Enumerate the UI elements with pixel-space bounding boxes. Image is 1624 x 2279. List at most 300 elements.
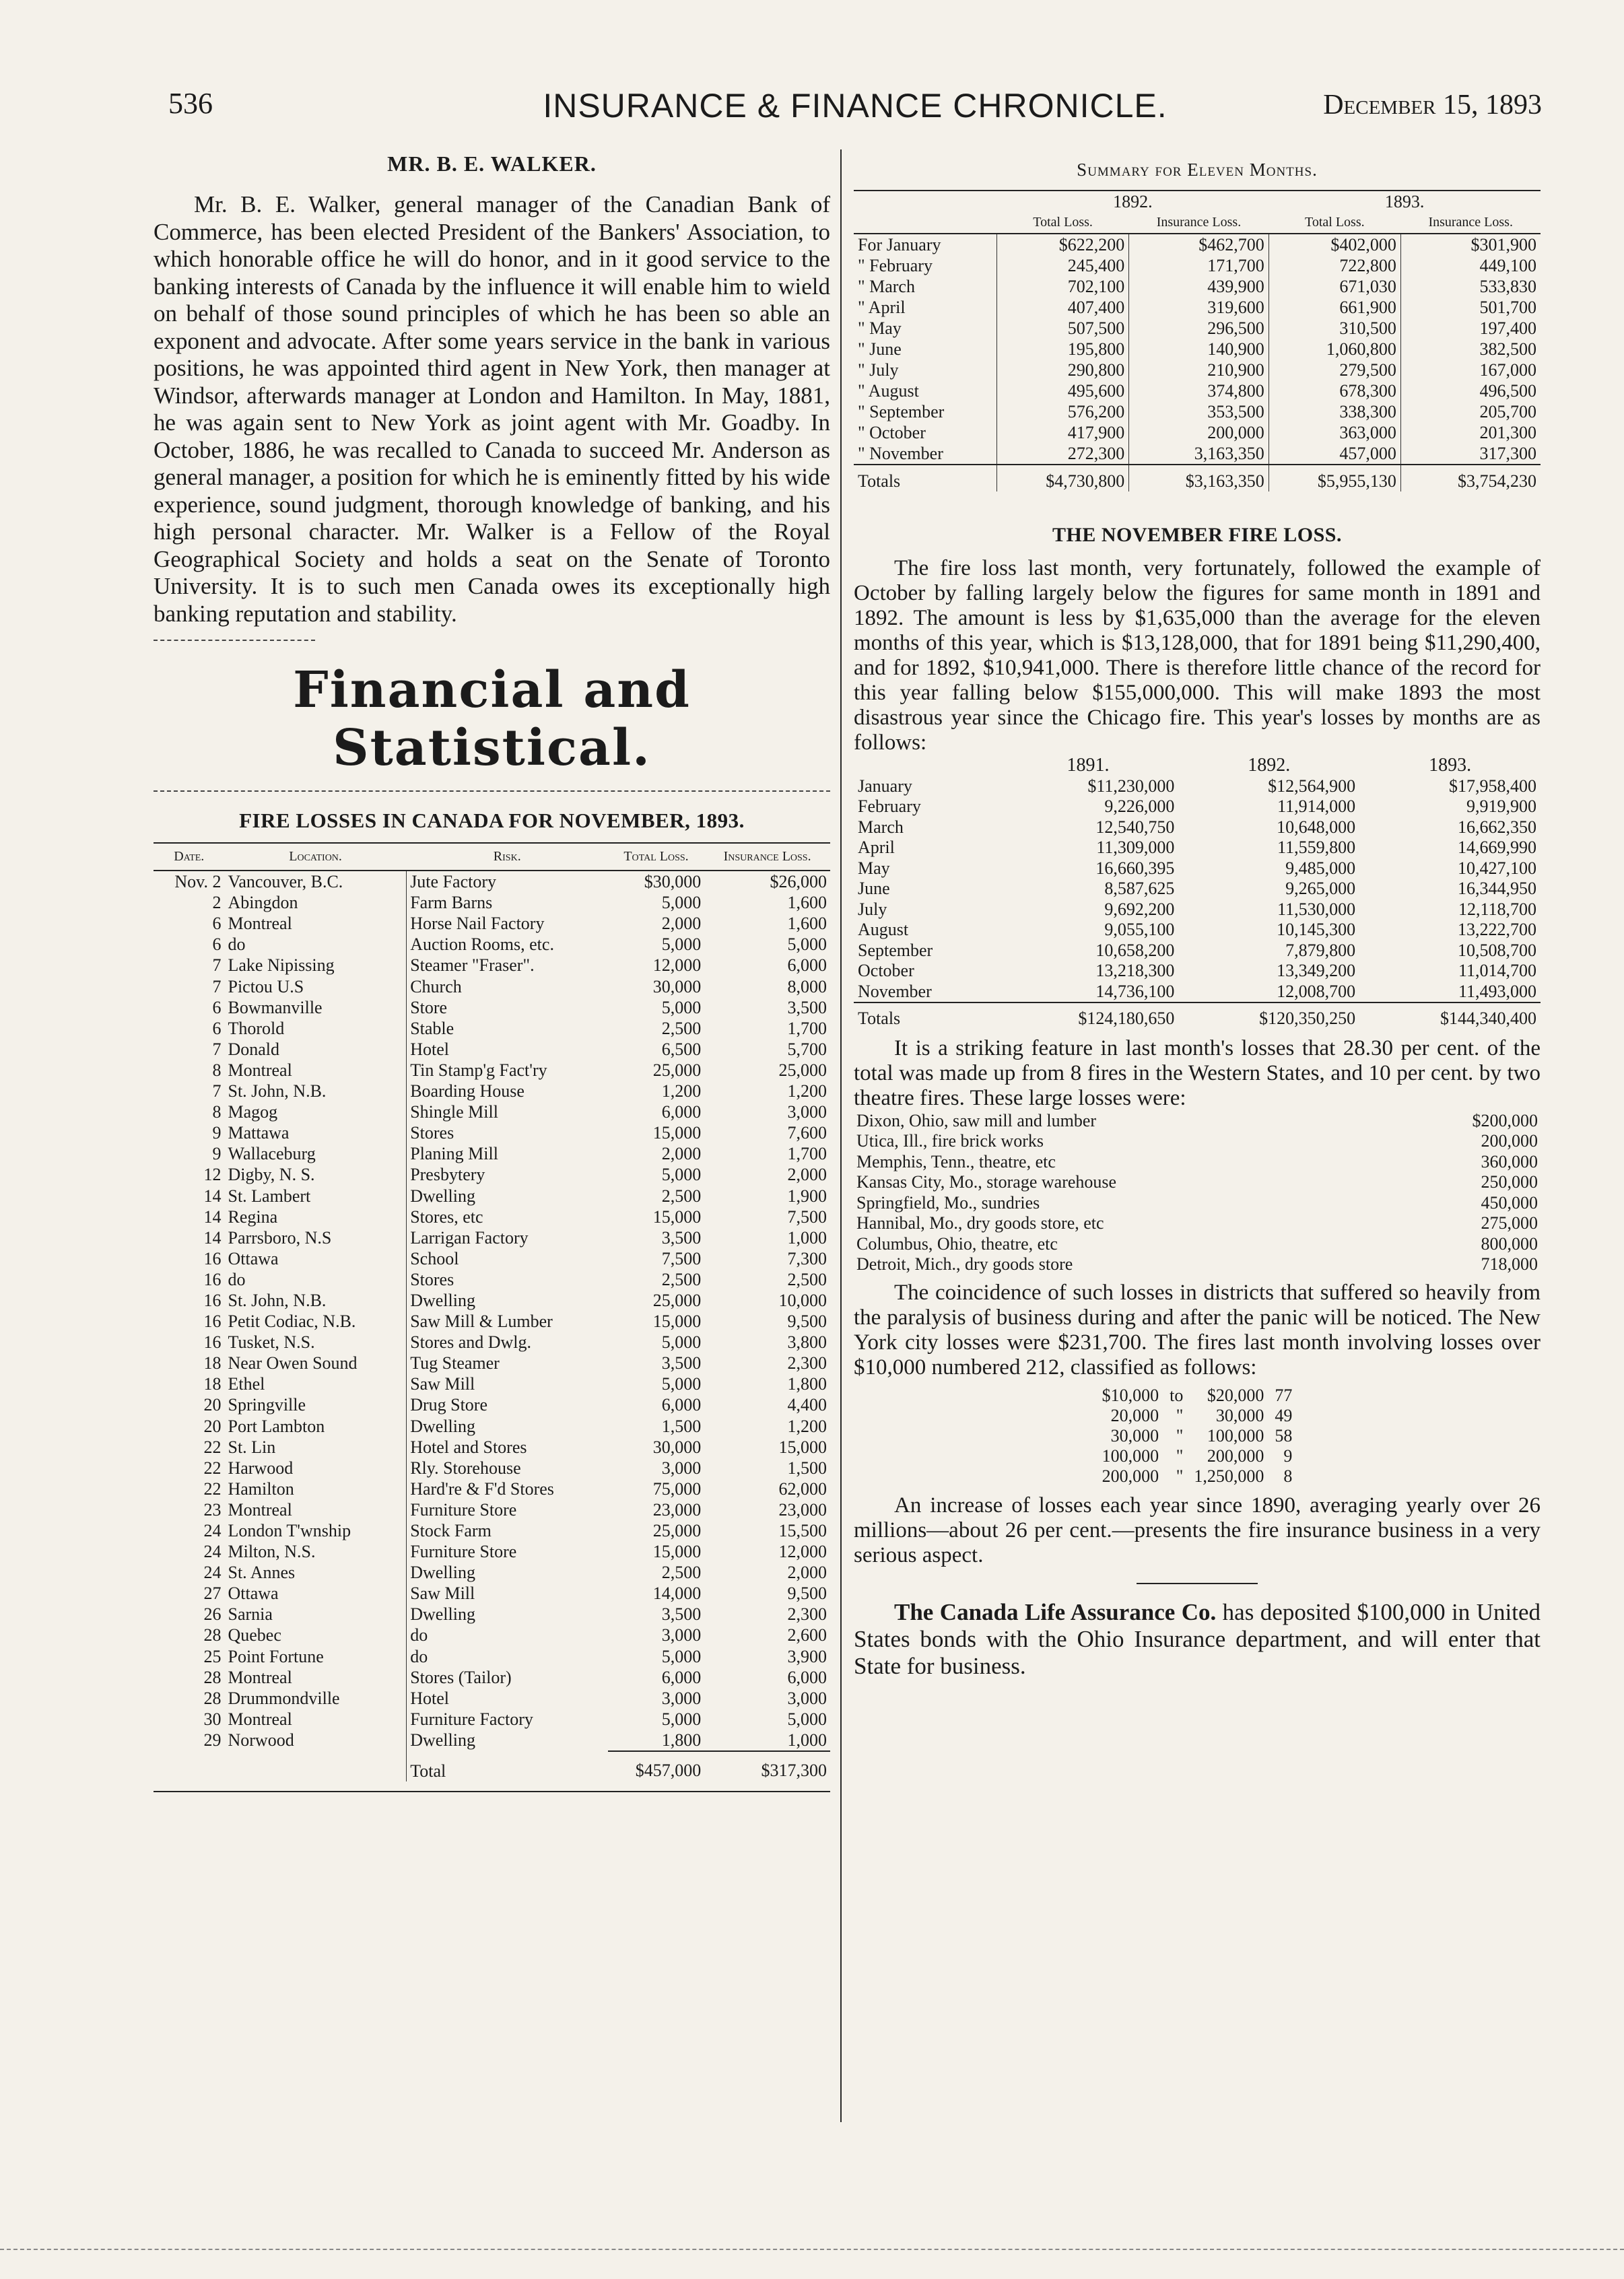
fire-row-total: 5,000 [661,1165,702,1185]
fire-row-date: 16 [203,1332,222,1353]
fire-row-risk: Dwelling [407,1730,608,1751]
months-totals-label: Totals [858,1009,901,1028]
summary-row [854,318,1541,339]
summary-row-c1: 417,900 [997,422,1129,443]
fire-row-ins: 3,800 [787,1332,827,1353]
fire-row [154,1101,830,1122]
fire-row-date: 14 [203,1227,222,1248]
summary-row [854,443,1541,465]
summary-row-c2: $462,700 [1129,234,1269,255]
col-date: Date. [154,843,224,871]
fire-row [154,1164,830,1185]
fire-row-total: 6,500 [661,1039,702,1059]
fire-row-location: Pictou U.S [228,976,304,996]
fire-row-total: 30,000 [652,976,702,996]
month-row-m: August [858,920,909,939]
fire-row [154,1039,830,1060]
summary-row-c1: 272,300 [997,443,1129,465]
class-separator: " [1176,1425,1184,1445]
fire-row-ins: 2,300 [787,1353,827,1373]
class-row-n: 9 [1283,1445,1293,1466]
fire-row-risk: Stores [407,1122,608,1143]
summary-row-c4: 382,500 [1400,339,1541,360]
summary-row-c3: 671,030 [1268,276,1400,297]
fire-row-total: 14,000 [652,1584,702,1604]
fire-row-location: St. Annes [228,1563,296,1583]
class-row-from: 20,000 [1110,1405,1159,1425]
month-row-m: March [858,817,904,837]
month-row-a: 9,692,200 [1104,899,1175,919]
summary-row-c2: 140,900 [1129,339,1269,360]
fire-row-location: Wallaceburg [228,1144,316,1164]
fire-row-date: 16 [203,1312,222,1332]
fire-row [154,1562,830,1583]
fire-row [154,1583,830,1604]
fire-row-date: 16 [203,1248,222,1268]
fire-row-ins: 2,600 [787,1625,827,1645]
fire-losses-body [154,871,830,1751]
class-row-to: 30,000 [1215,1405,1264,1425]
month-row [854,879,1541,899]
summary-row-month: " September [858,402,945,421]
fire-row-total: 2,000 [661,1144,702,1164]
month-row-a: 10,658,200 [1095,940,1175,960]
fire-row [154,1604,830,1625]
month-row [854,838,1541,858]
summary-row-c4: 167,000 [1400,360,1541,380]
fire-row-risk: Stable [407,1018,608,1039]
fire-row-ins: 3,000 [787,1688,827,1708]
class-row-from: 30,000 [1110,1425,1159,1445]
fire-row-date: 7 [212,1039,222,1059]
month-row-a: 11,309,000 [1096,838,1175,857]
fire-row-date: 28 [203,1667,222,1687]
fire-row-total: 15,000 [652,1123,702,1143]
month-row-a: 13,218,300 [1095,961,1175,980]
month-row-b: 9,265,000 [1285,879,1356,898]
fire-row [154,1227,830,1248]
summary-row-c2: 374,800 [1129,380,1269,401]
fire-row-date: 24 [203,1563,222,1583]
fire-row-ins: 1,200 [787,1081,827,1101]
divider [154,640,315,641]
fire-row [154,1437,830,1458]
month-row [854,899,1541,920]
month-row-a: 8,587,625 [1104,879,1175,898]
walker-article: Mr. B. E. Walker, general manager of the Canadian Bank of Commerce, has been elected President of the Bankers' Association, to which honorable office he will do honor, and in it good service to the banking interests of Canada by the influence it will enable him to wield on behalf of those sound principles of which he has been so able an exponent and advocate. After some years service in the bank in various positions, he was appointed third agent in New York, then manager at Windsor, afterwards manager at London and Hamilton. In May, 1881, he was again sent to New York as joint agent with Mr. Goadby. In October, 1886, he was recalled to Canada to succeed Mr. Anderson as general manager, a position for which he is eminently fitted by his wide experience, sound judgment, thorough knowledge of banking, and his high personal character. Mr. Walker is a Fellow of the Royal Geographical Society and holds a seat on the Senate of Toronto University. It is to such men Canada owes its exceptionally high banking reputation and stability. [154,191,830,627]
fire-row [154,1186,830,1206]
summary-row-c3: 1,060,800 [1268,339,1400,360]
fire-row-ins: 2,000 [787,1165,827,1185]
fire-row-risk: do [407,1646,608,1667]
fire-row-date: 24 [203,1542,222,1562]
fire-row-risk: Planing Mill [407,1143,608,1164]
month-row [854,982,1541,1003]
month-row-m: February [858,796,921,816]
fire-row-date: 24 [203,1521,222,1540]
summary-row-month: " April [858,298,906,317]
fire-row-total: 3,500 [661,1227,702,1248]
fire-row-risk: Boarding House [407,1081,608,1101]
fire-row-total: 75,000 [652,1478,702,1499]
fire-row-ins: 2,300 [787,1604,827,1625]
month-row-m: October [858,961,914,980]
classification-table [1097,1386,1298,1487]
month-row-b: 9,485,000 [1285,858,1356,878]
fire-row-date: 26 [203,1604,222,1625]
fire-row-location: St. Lin [228,1437,276,1457]
summary-row-c4: 496,500 [1400,380,1541,401]
page-footer-rule [0,2249,1624,2251]
fire-row-total: 3,500 [661,1353,702,1373]
fire-row [154,1311,830,1332]
fire-row-location: Parrsboro, N.S [228,1227,332,1248]
fire-row-date: 7 [212,1081,222,1101]
fire-row-location: Mattawa [228,1123,290,1143]
fire-row-location: Regina [228,1206,278,1227]
canada-life-text: has deposited $100,000 in United States bonds with the Ohio Insurance department, and will enter that State for business. [854,1598,1541,1679]
fire-total-label: Total [407,1751,608,1781]
issue-date: December 15, 1893 [1323,90,1542,121]
fire-row-location: Donald [228,1039,280,1059]
fire-row [154,1269,830,1290]
fire-row-date: 12 [203,1165,222,1185]
summary-row-c4: 449,100 [1400,255,1541,276]
fire-row-location: Ottawa [228,1584,279,1604]
fire-row-risk: Furniture Factory [407,1709,608,1730]
column-rule [840,149,842,2122]
fire-row-date: 9 [212,1123,222,1143]
fire-row-total: 7,500 [661,1248,702,1268]
fire-row-ins: 5,000 [787,1709,827,1729]
fire-row-date: 6 [212,1018,222,1038]
fire-row-risk: Stores and Dwlg. [407,1332,608,1353]
fire-row-date: 6 [212,914,222,934]
monthly-losses-body [854,776,1541,1003]
month-row-c: 10,508,700 [1458,940,1536,960]
month-row-c: 13,222,700 [1458,920,1536,939]
fire-row-total: 6,000 [661,1395,702,1415]
fire-row [154,955,830,976]
summary-row-month: " November [858,444,943,463]
fire-row-location: Abingdon [228,893,298,913]
fire-row-total: 15,000 [652,1206,702,1227]
year-1892: 1892. [1113,192,1153,211]
summary-total: $5,955,130 [1268,465,1400,491]
fire-row-risk: Stores [407,1269,608,1290]
fire-row-date: 23 [203,1499,222,1520]
summary-row-c2: 296,500 [1129,318,1269,339]
large-loss-row-amt: $200,000 [1472,1110,1538,1130]
month-row [854,941,1541,961]
fire-row-total: 5,000 [661,1374,702,1394]
large-loss-row [854,1213,1541,1234]
fire-row-date: Nov. 2 [174,872,222,892]
summary-row-month: For January [858,235,941,254]
fire-row-ins: 1,600 [787,893,827,913]
sub-insurance-loss: Insurance Loss. [1428,215,1513,230]
summary-row-month: " October [858,423,926,442]
fire-row-location: Springville [228,1395,306,1415]
summary-table [854,190,1541,491]
month-row-m: June [858,879,890,898]
fire-row-total: 3,500 [661,1604,702,1625]
fire-row-location: St. John, N.B. [228,1290,327,1310]
section-title: Financial and Statistical. [293,661,691,777]
month-row-b: 11,559,800 [1277,838,1356,857]
classification-body [1097,1386,1298,1487]
fire-row-ins: 4,400 [787,1395,827,1415]
summary-row-c4: 205,700 [1400,401,1541,422]
fire-row-location: Vancouver, B.C. [228,872,343,892]
november-heading: THE NOVEMBER FIRE LOSS. [1052,524,1342,546]
summary-row-c2: 3,163,350 [1129,443,1269,465]
class-row [1097,1426,1298,1446]
large-loss-row-amt: 250,000 [1481,1172,1538,1192]
col-location: Location. [224,843,406,871]
fire-row-risk: Stores, etc [407,1206,608,1227]
summary-row-c2: 200,000 [1129,422,1269,443]
month-row [854,858,1541,879]
fire-row-location: St. John, N.B. [228,1081,327,1101]
summary-row [854,380,1541,401]
fire-row-location: Ethel [228,1374,265,1394]
fire-row-date: 6 [212,997,222,1017]
class-row [1097,1386,1298,1406]
fire-row [154,1646,830,1667]
fire-row [154,1373,830,1394]
right-column [854,151,1541,1680]
fire-row-risk: Auction Rooms, etc. [407,934,608,955]
fire-row-location: Bowmanville [228,997,323,1017]
month-row-a: 9,226,000 [1104,796,1175,816]
november-para-1: The fire loss last month, very fortunately, followed the example of October by falling largely below the figures for same month in 1891 and 1892. The amount is less by $1,635,000 than the average for the eleven months of this year, which is $13,128,000, that for 1891 being $11,290,400, and for 1892, $10,941,000. There is therefore little chance of the record for this year falling below $155,000,000. This will make 1893 the most disastrous year since the Chicago fire. This year's losses by months are as follows: [854,556,1541,755]
fire-row [154,1667,830,1688]
fire-row-date: 7 [212,976,222,996]
summary-row-month: " July [858,360,899,380]
fire-row-location: Norwood [228,1730,294,1750]
divider [154,1791,830,1792]
fire-row-total: 25,000 [652,1290,702,1310]
fire-row-risk: Store [407,997,608,1018]
large-loss-row [854,1152,1541,1173]
fire-row-risk: Presbytery [407,1164,608,1185]
fire-row-location: St. Lambert [228,1186,311,1206]
col-total: Total Loss. [608,843,704,871]
fire-row-date: 8 [212,1102,222,1122]
november-para-3: The coincidence of such losses in districts that suffered so heavily from the paralysis of business during and after the panic will be noticed. The New York city losses were $231,700. The fires last month involving losses over $10,000 numbered 212, classified as follows: [854,1280,1541,1380]
month-row [854,817,1541,838]
large-loss-row [854,1111,1541,1132]
fire-row-date: 22 [203,1458,222,1478]
fire-row-location: Montreal [228,914,292,934]
fire-row-risk: Saw Mill [407,1583,608,1604]
fire-row-risk: Farm Barns [407,892,608,913]
class-row-n: 77 [1275,1385,1293,1405]
summary-total: $4,730,800 [997,465,1129,491]
large-loss-row-place: Utica, Ill., fire brick works [856,1131,1044,1151]
fire-row-total: 15,000 [652,1312,702,1332]
fire-row-location: Hamilton [228,1478,294,1499]
fire-row-ins: 2,000 [787,1563,827,1583]
year-1893: 1893. [1384,192,1425,211]
fire-row-risk: Horse Nail Factory [407,913,608,934]
summary-row-c2: 353,500 [1129,401,1269,422]
fire-row [154,1688,830,1709]
summary-row-month: " March [858,277,915,296]
month-row-m: January [858,776,912,796]
fire-row-total: 6,000 [661,1667,702,1687]
summary-row-c1: 407,400 [997,297,1129,318]
fire-row-risk: Hotel and Stores [407,1437,608,1458]
fire-row-risk: Saw Mill [407,1373,608,1394]
fire-row [154,1458,830,1478]
fire-row-risk: Rly. Storehouse [407,1458,608,1478]
november-para-4: An increase of losses each year since 1890, averaging yearly over 26 millions—about 26 per cent.—presents the fire insurance business in a very serious aspect. [854,1493,1541,1567]
class-row [1097,1446,1298,1466]
fire-row-location: Quebec [228,1625,281,1645]
page-number: 536 [168,87,213,120]
class-row-to: 1,250,000 [1194,1466,1264,1486]
month-row-b: 10,648,000 [1277,817,1356,837]
month-row-c: 9,919,900 [1466,796,1536,816]
fire-row-ins: 5,000 [787,934,827,955]
fire-row [154,976,830,997]
month-row [854,776,1541,797]
fire-row-ins: 1,500 [787,1458,827,1478]
fire-row-ins: 1,900 [787,1186,827,1206]
month-row-a: $11,230,000 [1087,776,1175,796]
large-loss-row-amt: 360,000 [1481,1151,1538,1171]
fire-row-risk: Hotel [407,1688,608,1709]
sub-insurance-loss: Insurance Loss. [1156,215,1242,230]
large-loss-row-place: Memphis, Tenn., theatre, etc [856,1151,1056,1171]
fire-row-date: 18 [203,1374,222,1394]
fire-row [154,871,830,892]
month-row-a: 16,660,395 [1095,858,1175,878]
large-loss-row-place: Kansas City, Mo., storage warehouse [856,1172,1117,1192]
fire-row-ins: 15,000 [778,1437,827,1457]
fire-row-date: 25 [203,1646,222,1666]
sub-total-loss: Total Loss. [1305,215,1365,230]
class-separator: " [1176,1445,1184,1466]
fire-row-date: 29 [203,1730,222,1750]
fire-row-total: 5,000 [661,1332,702,1353]
fire-row-total: 25,000 [652,1060,702,1080]
fire-row-total: 12,000 [652,955,702,976]
fire-row-risk: Tin Stamp'g Fact'ry [407,1060,608,1081]
fire-row-total: 1,800 [661,1730,702,1750]
fire-row-date: 14 [203,1206,222,1227]
fire-row [154,1248,830,1269]
summary-row-c3: 457,000 [1268,443,1400,465]
fire-row [154,1541,830,1562]
month-row-c: 11,014,700 [1458,961,1536,980]
fire-row-location: London T'wnship [228,1521,351,1540]
fire-row-ins: 3,000 [787,1102,827,1122]
month-row-m: May [858,858,890,878]
class-separator: " [1176,1466,1184,1486]
fire-row [154,1625,830,1645]
fire-row [154,1122,830,1143]
fire-row-risk: School [407,1248,608,1269]
fire-row-location: Montreal [228,1060,292,1080]
fire-row-risk: Stock Farm [407,1520,608,1541]
summary-row [854,234,1541,255]
fire-row-risk: Saw Mill & Lumber [407,1311,608,1332]
fire-row [154,1081,830,1101]
summary-row-c4: $301,900 [1400,234,1541,255]
summary-row [854,422,1541,443]
summary-row-c1: 245,400 [997,255,1129,276]
fire-row-ins: 3,900 [787,1646,827,1666]
left-column [154,151,830,1792]
fire-row-ins: 12,000 [778,1542,827,1562]
fire-row-total: 5,000 [661,1646,702,1666]
class-row-n: 49 [1275,1405,1293,1425]
fire-row-total: 2,500 [661,1563,702,1583]
fire-row-ins: 6,000 [787,955,827,976]
large-loss-row [854,1193,1541,1214]
month-row-c: 12,118,700 [1458,899,1536,919]
fire-row-date: 18 [203,1353,222,1373]
fire-row-total: 3,000 [661,1458,702,1478]
fire-row-date: 27 [203,1584,222,1604]
summary-totals-label: Totals [858,471,901,491]
fire-row-date: 28 [203,1625,222,1645]
summary-row-month: " February [858,256,933,275]
fire-row-date: 6 [212,934,222,955]
class-row-to: 100,000 [1207,1425,1264,1445]
year-1893: 1893. [1429,755,1472,776]
monthly-losses-table [854,755,1541,1029]
fire-row-ins: 3,500 [787,997,827,1017]
page-header [168,86,1542,140]
class-row-from: 200,000 [1102,1466,1159,1486]
summary-row-c4: 533,830 [1400,276,1541,297]
fire-row-risk: Steamer "Fraser". [407,955,608,976]
month-row-a: 14,736,100 [1095,981,1175,1001]
summary-row-month: " June [858,339,902,359]
fire-row-date: 9 [212,1144,222,1164]
fire-row-total: 30,000 [652,1437,702,1457]
fire-row-total: 3,000 [661,1625,702,1645]
fire-row-location: Montreal [228,1709,292,1729]
summary-row [854,360,1541,380]
summary-row-month: " May [858,318,902,338]
fire-row-risk: do [407,1625,608,1645]
fire-row-total: 1,500 [661,1416,702,1436]
fire-row-total: 3,000 [661,1688,702,1708]
fire-row [154,1290,830,1311]
fire-row-risk: Larrigan Factory [407,1227,608,1248]
fire-row-ins: 1,800 [787,1374,827,1394]
month-row-c: 16,662,350 [1458,817,1536,837]
summary-row-c2: 319,600 [1129,297,1269,318]
large-loss-row-place: Detroit, Mich., dry goods store [856,1254,1073,1274]
large-losses-table [854,1111,1541,1275]
fire-row-location: Montreal [228,1667,292,1687]
large-loss-row-place: Columbus, Ohio, theatre, etc [856,1233,1058,1254]
fire-row [154,1018,830,1039]
fire-row-risk: Drug Store [407,1394,608,1415]
fire-row-ins: 25,000 [778,1060,827,1080]
fire-row-date: 22 [203,1478,222,1499]
summary-row-month: " August [858,381,919,401]
fire-row-date: 7 [212,955,222,976]
summary-row-c3: 338,300 [1268,401,1400,422]
fire-row-total: 25,000 [652,1521,702,1540]
